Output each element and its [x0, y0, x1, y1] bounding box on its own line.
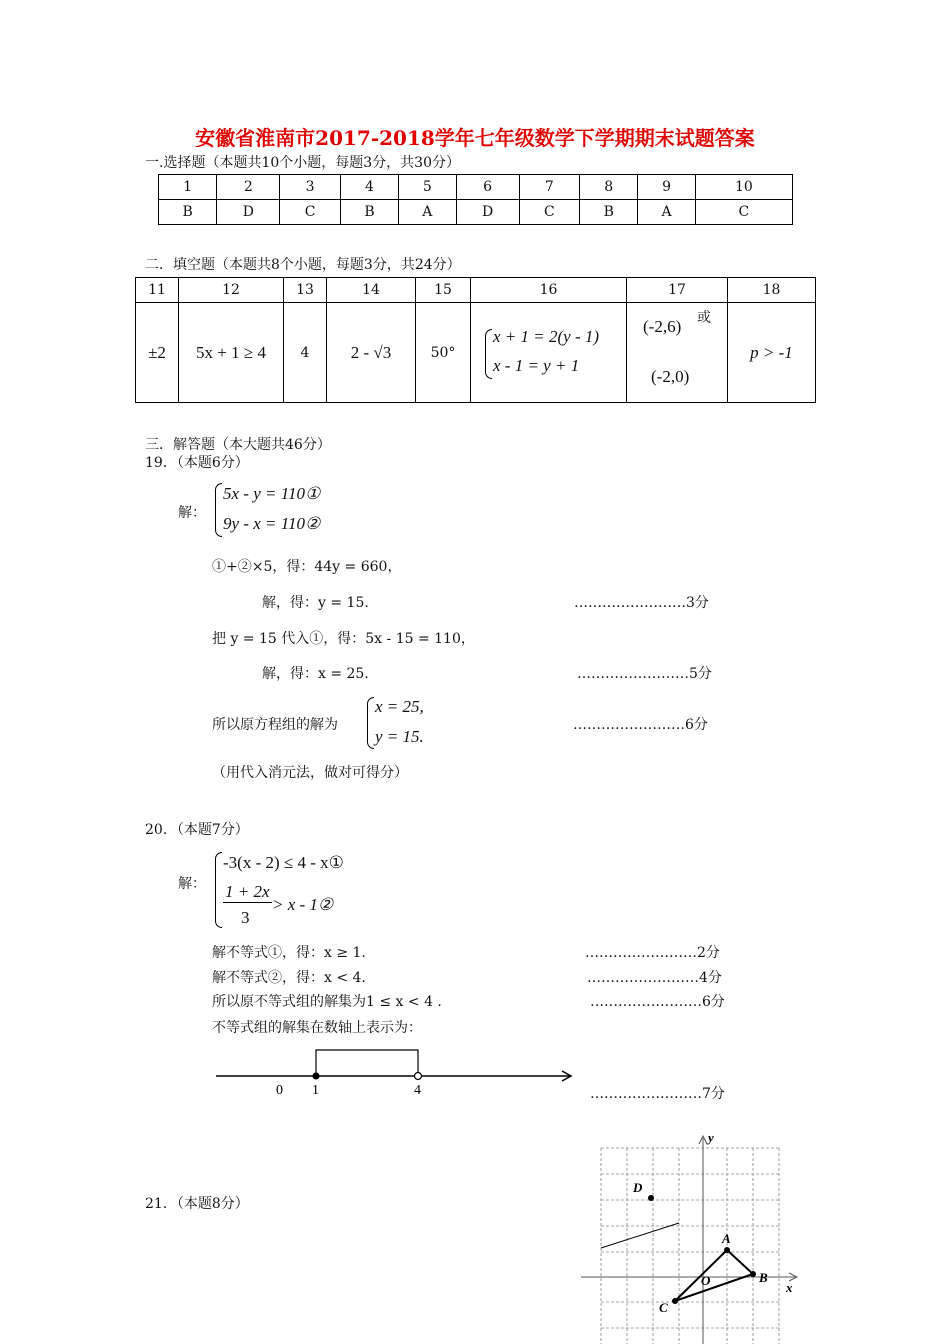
q-answer: B	[580, 200, 638, 225]
q-number: 9	[638, 175, 695, 200]
q19-jie: 解：	[178, 505, 206, 521]
q20-step-2: 解不等式②，得：x < 4.	[212, 970, 366, 986]
point-c	[672, 1298, 678, 1304]
number-line	[210, 1040, 580, 1100]
q19-score-3: ……………………3分	[574, 595, 709, 611]
answer-17-or: 或	[697, 310, 711, 326]
triangle-abc	[675, 1250, 753, 1301]
q20-step-1: 解不等式①，得：x ≥ 1.	[212, 945, 366, 961]
q19-score-5: ……………………5分	[577, 666, 712, 682]
q20-score-7: ……………………7分	[590, 1086, 725, 1102]
q-answer: A	[399, 200, 456, 225]
q-number: 14	[327, 278, 416, 303]
page-title: 安徽省淮南市2017-2018学年七年级数学下学期期末试题答案	[195, 126, 755, 150]
q-number: 16	[471, 278, 627, 303]
label-x-axis: x	[786, 1280, 793, 1295]
q-number: 3	[280, 175, 340, 200]
section2-heading: 二．填空题（本题共8个小题，每题3分，共24分）	[145, 257, 461, 273]
coordinate-grid	[575, 1130, 805, 1344]
answer-17-line1: (-2,6)	[643, 317, 682, 336]
q20-inequality-2-rest: > x - 1②	[272, 895, 334, 914]
q-number: 18	[728, 278, 816, 303]
q19-step-3: 把 y = 15 代入①，得：5x - 15 = 110，	[212, 631, 475, 647]
answer-17	[627, 303, 728, 403]
q19-step-1: ①+②×5，得：44y = 660，	[212, 559, 402, 575]
q19-solution-x: x = 25,	[375, 697, 424, 716]
point-b	[750, 1271, 756, 1277]
q-number: 6	[456, 175, 519, 200]
q-answer: B	[159, 200, 217, 225]
label-b: B	[759, 1270, 768, 1285]
solution-bracket	[316, 1050, 418, 1076]
label-d: D	[633, 1180, 643, 1195]
q-number: 11	[136, 278, 179, 303]
label-a: A	[722, 1231, 731, 1246]
fill-answer-table	[135, 277, 816, 403]
open-point-4	[415, 1073, 422, 1080]
q20-inequality-2-denominator: 3	[241, 908, 250, 927]
q19-step-5: 所以原方程组的解为	[212, 717, 338, 733]
segment-line	[601, 1223, 679, 1248]
q20-inequality-2-numerator: 1 + 2x	[225, 882, 270, 901]
q-answer: C	[280, 200, 340, 225]
q19-label: 19．（本题6分）	[145, 455, 249, 471]
answer-12: 5x + 1 ≥ 4	[179, 303, 284, 403]
q20-score-4: ……………………4分	[587, 970, 722, 986]
solid-point-1	[313, 1073, 320, 1080]
q19-system-brace	[215, 483, 222, 537]
grid-lines	[601, 1148, 779, 1344]
q19-equation-2: 9y - x = 110②	[223, 514, 321, 533]
q20-system-brace	[215, 852, 222, 928]
q-number: 4	[340, 175, 398, 200]
q-answer: D	[456, 200, 519, 225]
q20-score-2: ……………………2分	[585, 945, 720, 961]
axis-label-1: 1	[312, 1083, 319, 1098]
axis-label-0: 0	[276, 1083, 283, 1098]
q-answer: C	[695, 200, 792, 225]
system-brace	[485, 329, 492, 379]
q-number: 2	[217, 175, 280, 200]
q21-label: 21．（本题8分）	[145, 1196, 249, 1212]
q20-jie: 解：	[178, 876, 206, 892]
q-answer: C	[519, 200, 579, 225]
point-d	[648, 1195, 654, 1201]
answer-15: 50°	[416, 303, 471, 403]
q-answer: D	[217, 200, 280, 225]
answer-16-line2: x - 1 = y + 1	[493, 356, 580, 375]
answer-17-line2: (-2,0)	[651, 367, 690, 386]
q-number: 5	[399, 175, 456, 200]
answer-16-line1: x + 1 = 2(y - 1)	[493, 327, 600, 346]
q-number: 17	[627, 278, 728, 303]
label-c: C	[659, 1300, 668, 1315]
q20-score-6: ……………………6分	[590, 994, 725, 1010]
q19-solution-brace	[367, 697, 374, 749]
answer-13: 4	[284, 303, 327, 403]
q19-solution-y: y = 15.	[375, 727, 424, 746]
q-answer: A	[638, 200, 695, 225]
q20-label: 20．（本题7分）	[145, 822, 249, 838]
q19-note: （用代入消元法，做对可得分）	[212, 765, 408, 781]
q19-step-2: 解，得：y = 15.	[262, 595, 369, 611]
label-o: O	[701, 1273, 711, 1288]
q20-step-3: 所以原不等式组的解集为1 ≤ x < 4 .	[212, 994, 442, 1010]
axis-label-4: 4	[414, 1083, 421, 1098]
point-a	[724, 1247, 730, 1253]
answer-18: p > -1	[728, 303, 816, 403]
answer-14: 2 - √3	[327, 303, 416, 403]
q-number: 1	[159, 175, 217, 200]
q-answer: B	[340, 200, 398, 225]
q-number: 8	[580, 175, 638, 200]
q19-equation-1: 5x - y = 110①	[223, 484, 321, 503]
q-number: 7	[519, 175, 579, 200]
q-number: 13	[284, 278, 327, 303]
section3-heading: 三．解答题（本大题共46分）	[145, 437, 331, 453]
q20-inequality-1: -3(x - 2) ≤ 4 - x①	[223, 853, 344, 872]
label-y-axis: y	[708, 1130, 714, 1145]
answer-11: ±2	[136, 303, 179, 403]
q-number: 10	[695, 175, 792, 200]
answer-16	[471, 303, 627, 403]
q-number: 12	[179, 278, 284, 303]
q-number: 15	[416, 278, 471, 303]
q19-step-4: 解，得：x = 25.	[262, 666, 369, 682]
choice-answer-table	[158, 174, 793, 225]
q19-score-6: ……………………6分	[573, 717, 708, 733]
q20-step-4: 不等式组的解集在数轴上表示为：	[212, 1020, 422, 1036]
section1-heading: 一.选择题（本题共10个小题，每题3分，共30分）	[145, 155, 460, 171]
